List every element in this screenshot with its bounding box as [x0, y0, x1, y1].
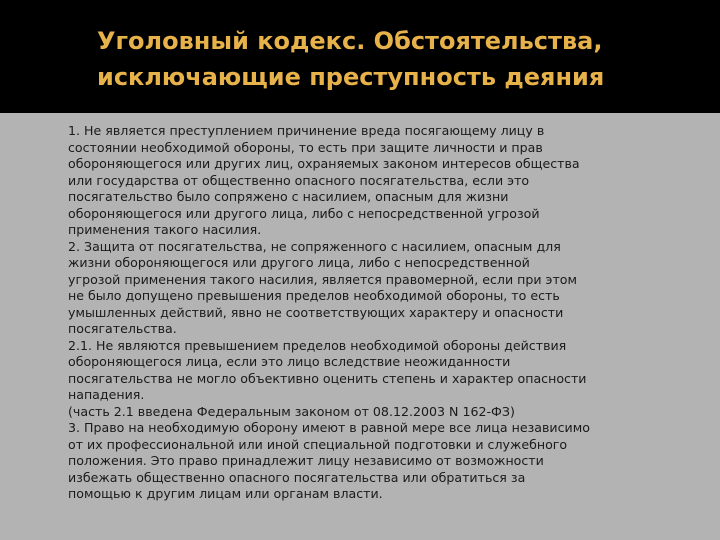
text-line: состоянии необходимой обороны, то есть при защите личности и прав: [68, 139, 543, 155]
paragraph-part-2: [68, 239, 688, 338]
text-line: посягательства.: [68, 321, 177, 336]
text-line: жизни обороняющегося или другого лица, либо с непосредственной: [68, 255, 530, 270]
text-line: посягательства не могло объективно оценить степень и характер опасности: [68, 370, 587, 386]
text-line: посягательство было сопряжено с насилием, опасным для жизни: [68, 189, 509, 204]
text-line: применения такого насилия.: [68, 222, 262, 237]
text-line: 2. Защита от посягательства, не сопряженного с насилием, опасным для: [68, 238, 561, 254]
text-line: (часть 2.1 введена Федеральным законом от 08.12.2003 N 162-ФЗ): [68, 403, 515, 419]
text-line: 2.1. Не являются превышением пределов необходимой обороны действия: [68, 337, 567, 353]
slide-body: [68, 123, 688, 503]
text-line: обороняющегося или другого лица, либо с непосредственной угрозой: [68, 205, 540, 221]
paragraph-part-3: [68, 420, 688, 503]
slide-title: [97, 23, 697, 95]
text-line: или государства от общественно опасного посягательства, если это: [68, 172, 530, 188]
text-line: 3. Право на необходимую оборону имеют в равной мере все лица независимо: [68, 420, 590, 435]
text-line: положения. Это право принадлежит лицу независимо от возможности: [68, 453, 544, 468]
text-line: 1. Не является преступлением причинение вреда посягающему лицу в: [68, 123, 545, 138]
text-line: нападения.: [68, 387, 145, 402]
paragraph-part-2-1: [68, 338, 688, 421]
paragraph-part-1: [68, 123, 688, 239]
slide-title-line: исключающие преступность деяния: [97, 63, 605, 91]
title-bar: [0, 0, 720, 113]
text-line: от их профессиональной или иной специальной подготовки и служебного: [68, 436, 568, 452]
text-line: обороняющегося или других лиц, охраняемых законом интересов общества: [68, 156, 580, 171]
text-line: помощью к другим лицам или органам власти.: [68, 486, 383, 501]
text-line: избежать общественно опасного посягательства или обратиться за: [68, 469, 526, 485]
text-line: умышленных действий, явно не соответствующих характеру и опасности: [68, 304, 564, 320]
text-line: обороняющегося лица, если это лицо вследствие неожиданности: [68, 354, 511, 369]
slide-title-line: Уголовный кодекс. Обстоятельства,: [97, 27, 603, 55]
text-line: угрозой применения такого насилия, является правомерной, если при этом: [68, 271, 578, 287]
text-line: не было допущено превышения пределов необходимой обороны, то есть: [68, 288, 560, 303]
